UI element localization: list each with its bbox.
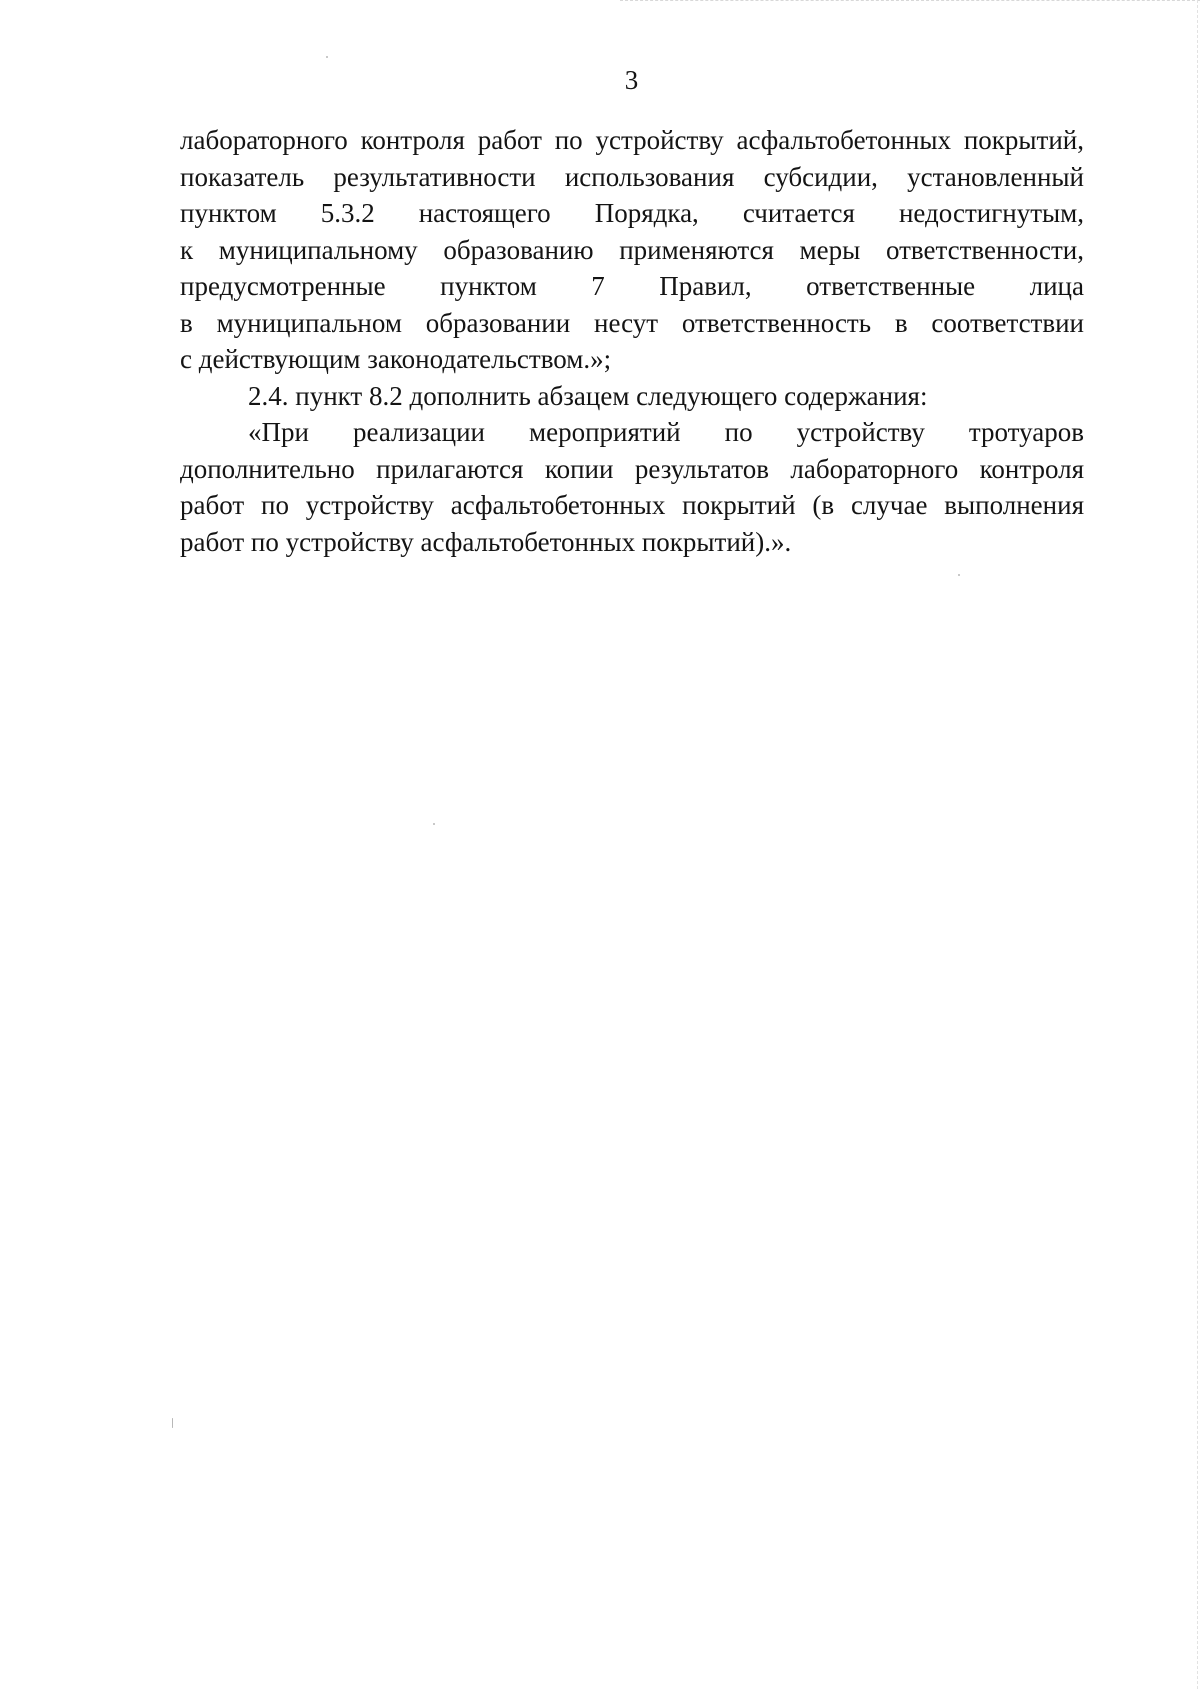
text-line: пунктом 5.3.2 настоящего Порядка, считается недостигнутым, (180, 198, 1084, 228)
scan-edge-right (1197, 0, 1198, 1689)
paragraph-heading-line: 2.4. пункт 8.2 дополнить абзацем следующего содержания: (248, 380, 928, 411)
page-number: 3 (624, 65, 639, 95)
scan-speck (433, 823, 435, 825)
text-line: работ по устройству асфальтобетонных покрытий).». (180, 526, 792, 557)
text-line: работ по устройству асфальтобетонных покрытий (в случае выполнения (180, 490, 1084, 520)
scan-speck (172, 1418, 173, 1428)
scan-speck (326, 56, 328, 58)
text-line: предусмотренные пунктом 7 Правил, ответственные лица (180, 271, 1084, 301)
scan-edge-top (620, 0, 1200, 1)
text-line: дополнительно прилагаются копии результатов лабораторного контроля (180, 453, 1084, 484)
scan-speck (958, 574, 960, 576)
text-line: с действующим законодательством.»; (180, 344, 612, 374)
text-line: лабораторного контроля работ по устройству асфальтобетонных покрытий, (180, 125, 1084, 155)
text-line: в муниципальном образовании несут ответственность в соответствии (180, 307, 1084, 338)
document-body (180, 122, 1084, 560)
text-line: к муниципальному образованию применяются меры ответственности, (180, 234, 1084, 265)
text-line: показатель результативности использования субсидии, установленный (180, 161, 1084, 192)
quoted-paragraph-start: «При реализации мероприятий по устройству тротуаров (248, 417, 1084, 447)
